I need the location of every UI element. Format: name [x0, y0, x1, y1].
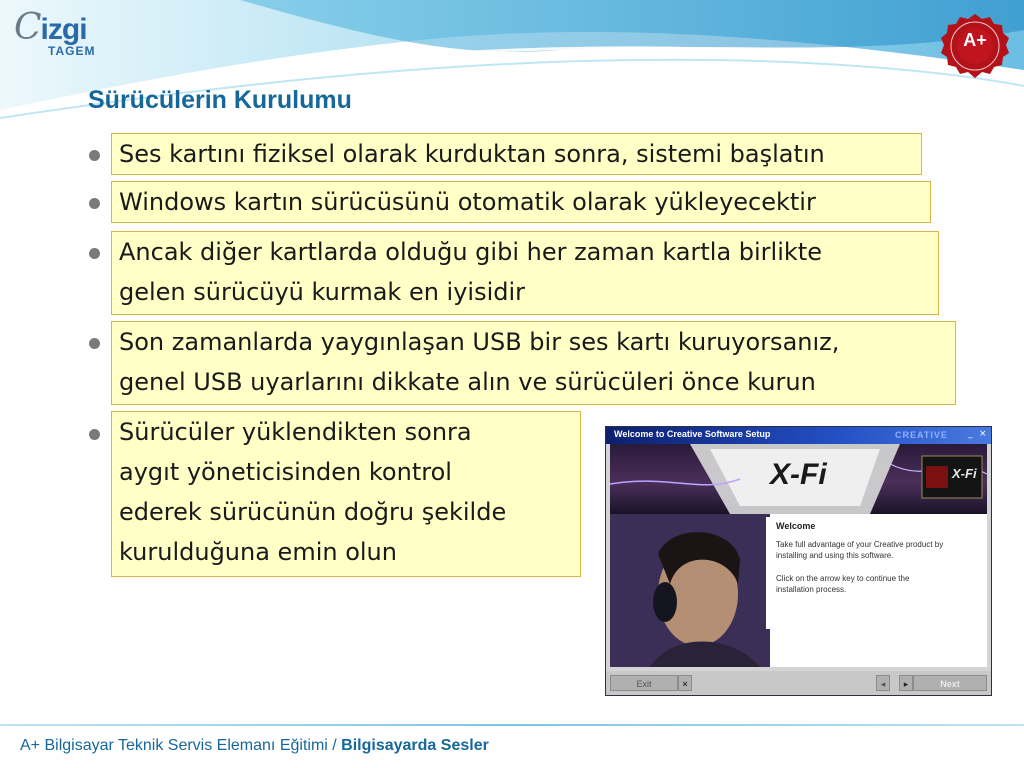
xfi-logo: X-Fi [770, 458, 827, 491]
footer-separator: / [327, 737, 342, 754]
welcome-text-line: installation process. [776, 585, 847, 594]
exit-button[interactable]: Exit [610, 675, 678, 691]
bullet-text-line: gelen sürücüyü kurmak en iyisidir [119, 278, 526, 306]
close-icon: × [979, 429, 987, 439]
bullet-text-line: genel USB uyarlarını dikkate alın ve sürücüleri önce kurun [119, 368, 816, 396]
setup-window-title: Welcome to Creative Software Setup [614, 429, 771, 439]
bullet-text-line: Sürücüler yüklendikten sonra [119, 418, 472, 446]
bullet-item-5 [111, 411, 581, 577]
bullet-item-1 [111, 133, 922, 175]
bullet-text: Windows kartın sürücüsünü otomatik olarak yükleyecektir [119, 188, 816, 216]
creative-brand-label: CREATIVE [895, 430, 948, 440]
xfi-badge-logo: X-Fi [952, 466, 977, 481]
bullet-dot [89, 150, 100, 161]
bullet-dot [89, 429, 100, 440]
minimize-icon: _ [968, 429, 973, 439]
bullet-item-2 [111, 181, 931, 223]
headphone-person-image [610, 514, 770, 667]
bullet-dot [89, 338, 100, 349]
bullet-item-3 [111, 231, 939, 315]
welcome-text-line: Take full advantage of your Creative product by [776, 540, 944, 549]
bullet-text-line: aygıt yöneticisinden kontrol [119, 458, 452, 486]
next-arrow-icon[interactable]: ▸ [899, 675, 913, 691]
bullet-text-line: Ancak diğer kartlarda olduğu gibi her zaman kartla birlikte [119, 238, 822, 266]
back-arrow-icon[interactable]: ◂ [876, 675, 890, 691]
bullet-item-4 [111, 321, 956, 405]
footer-course: A+ Bilgisayar Teknik Servis Elemanı Eğitimi [20, 737, 328, 754]
welcome-heading: Welcome [776, 521, 816, 531]
bullet-text-line: kurulduğuna emin olun [119, 538, 397, 566]
logo-subtitle: TAGEM [48, 44, 96, 58]
setup-banner [610, 444, 987, 514]
seal-label: A+ [963, 30, 987, 50]
exit-x-icon[interactable]: × [678, 675, 692, 691]
bullet-text-line: ederek sürücünün doğru şekilde [119, 498, 507, 526]
bullet-dot [89, 198, 100, 209]
bullet-dot [89, 248, 100, 259]
logo-wordmark: Cizgi [14, 7, 87, 48]
footer-breadcrumb [20, 737, 489, 755]
creative-setup-screenshot [605, 426, 992, 696]
slide-title: Sürücülerin Kurulumu [88, 86, 352, 114]
cizgi-tagem-logo [14, 7, 96, 58]
next-button[interactable]: Next [913, 675, 987, 691]
bullet-text-line: Son zamanlarda yaygınlaşan USB bir ses kartı kuruyorsanız, [119, 328, 840, 356]
footer-divider [0, 724, 1024, 726]
welcome-text-line: Click on the arrow key to continue the [776, 574, 910, 583]
welcome-text-line: installing and using this software. [776, 551, 894, 560]
footer-topic: Bilgisayarda Sesler [341, 737, 489, 754]
bullet-text: Ses kartını fiziksel olarak kurduktan sonra, sistemi başlatın [119, 140, 825, 168]
